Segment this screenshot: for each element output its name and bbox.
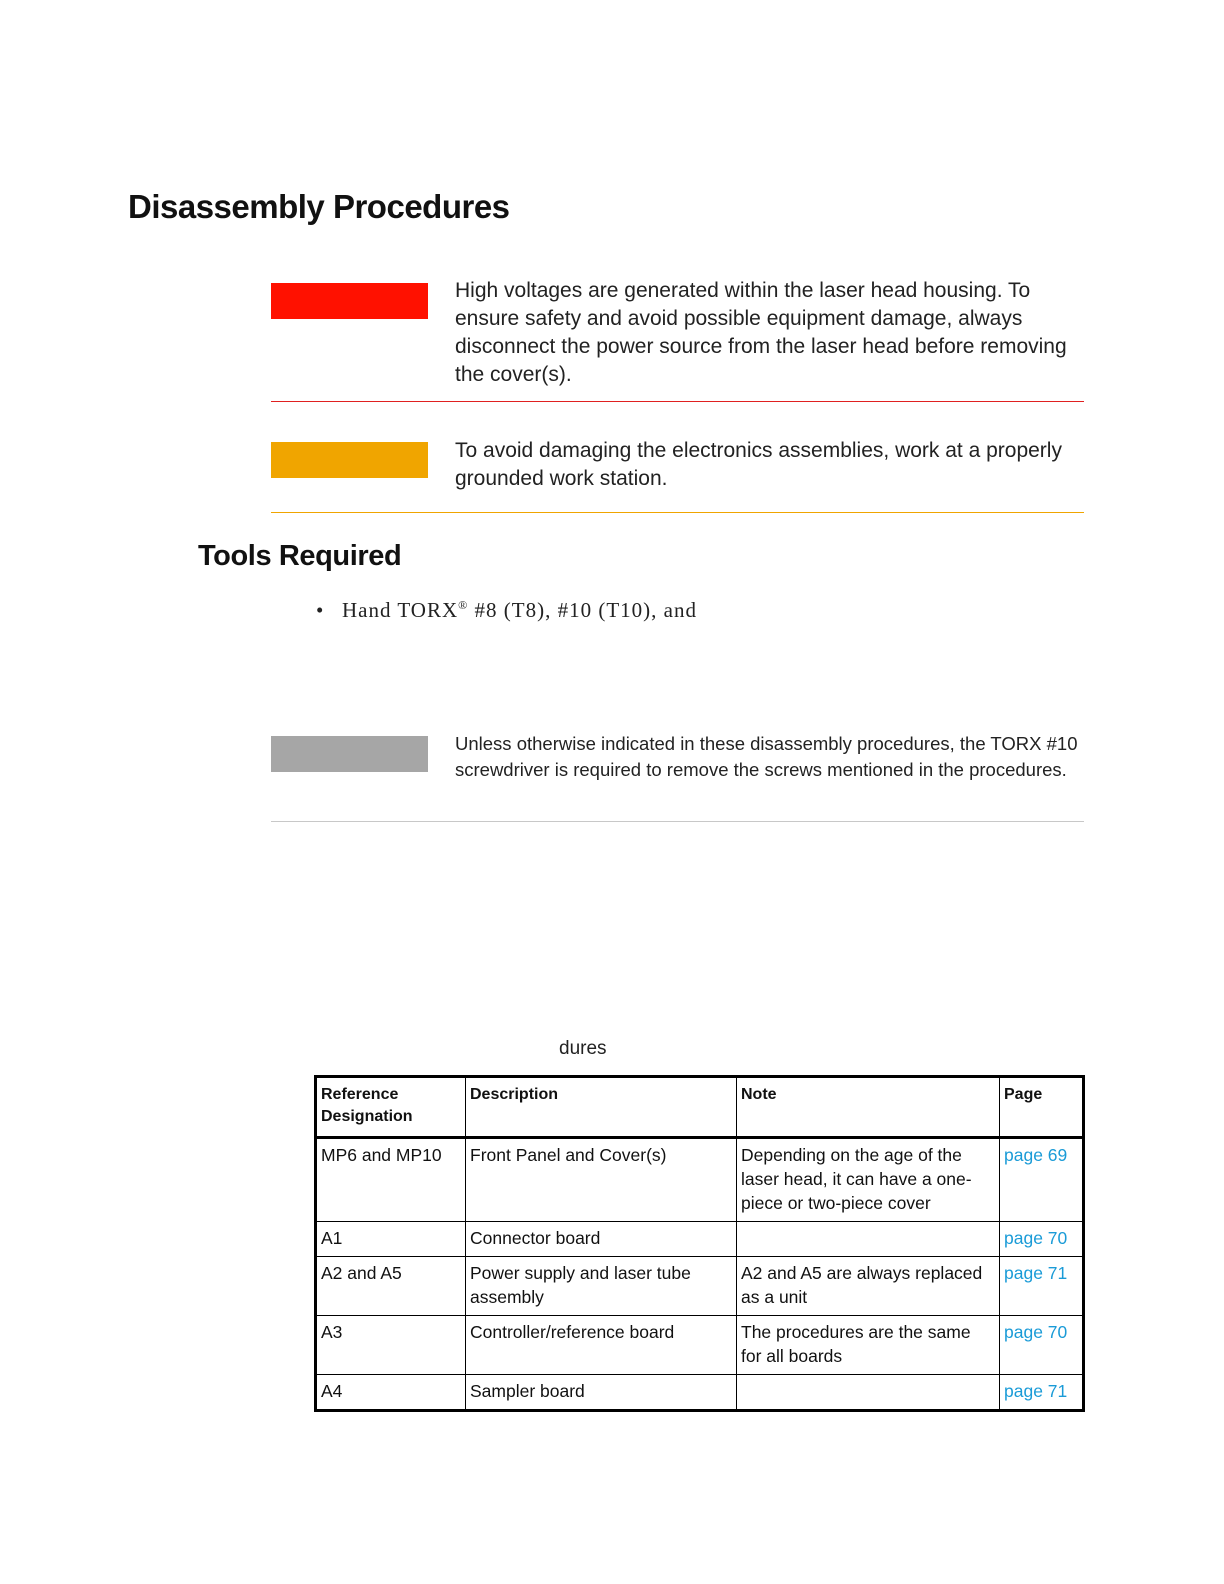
page-link[interactable]: page 71 — [1000, 1257, 1084, 1316]
cell-note: The procedures are the same for all boards — [737, 1316, 1000, 1375]
section-title: Tools Required — [198, 540, 402, 572]
tools-item-text-start: Hand TORX — [342, 598, 459, 622]
warning-badge — [271, 283, 428, 319]
cell-reference: MP6 and MP10 — [316, 1138, 466, 1222]
cell-reference: A1 — [316, 1222, 466, 1257]
page-link[interactable]: page 69 — [1000, 1138, 1084, 1222]
cell-description: Sampler board — [466, 1375, 737, 1411]
cell-reference: A3 — [316, 1316, 466, 1375]
table-caption: dures — [559, 1038, 607, 1059]
warning-text: High voltages are generated within the laser head housing. To ensure safety and avoid possible equipment damage, always disconnect the power source from the laser head before removing the cover(s). — [455, 279, 1067, 386]
cell-note: Depending on the age of the laser head, it can have a one-piece or two-piece cover — [737, 1138, 1000, 1222]
note-text: Unless otherwise indicated in these disassembly procedures, the TORX #10 screwdriver is required to remove the screws mentioned in the procedures. — [455, 733, 1078, 780]
table-row — [316, 1375, 1084, 1411]
note-badge — [271, 736, 428, 772]
registered-mark: ® — [458, 598, 469, 612]
caution-badge — [271, 442, 428, 478]
table-header-row — [316, 1077, 1084, 1138]
header-page: Page — [1000, 1077, 1084, 1138]
cell-description: Controller/reference board — [466, 1316, 737, 1375]
cell-description: Front Panel and Cover(s) — [466, 1138, 737, 1222]
bullet-icon: • — [316, 598, 325, 622]
caution-text: To avoid damaging the electronics assemblies, work at a properly grounded work station. — [455, 439, 1062, 490]
table-row — [316, 1138, 1084, 1222]
table-row — [316, 1257, 1084, 1316]
page-link[interactable]: page 70 — [1000, 1316, 1084, 1375]
parts-table — [314, 1075, 1085, 1412]
note-divider — [271, 821, 1084, 822]
tools-list-item — [316, 598, 697, 623]
header-reference-designation: Reference Designation — [316, 1077, 466, 1138]
header-note: Note — [737, 1077, 1000, 1138]
page-link[interactable]: page 70 — [1000, 1222, 1084, 1257]
cell-description: Power supply and laser tube assembly — [466, 1257, 737, 1316]
table-row — [316, 1222, 1084, 1257]
cell-note — [737, 1222, 1000, 1257]
cell-reference: A2 and A5 — [316, 1257, 466, 1316]
cell-description: Connector board — [466, 1222, 737, 1257]
caution-divider — [271, 512, 1084, 513]
table-row — [316, 1316, 1084, 1375]
cell-note — [737, 1375, 1000, 1411]
header-description: Description — [466, 1077, 737, 1138]
cell-note: A2 and A5 are always replaced as a unit — [737, 1257, 1000, 1316]
page-link[interactable]: page 71 — [1000, 1375, 1084, 1411]
cell-reference: A4 — [316, 1375, 466, 1411]
tools-item-text-end: #8 (T8), #10 (T10), and — [468, 598, 697, 622]
warning-divider — [271, 401, 1084, 402]
page-title: Disassembly Procedures — [128, 188, 510, 225]
